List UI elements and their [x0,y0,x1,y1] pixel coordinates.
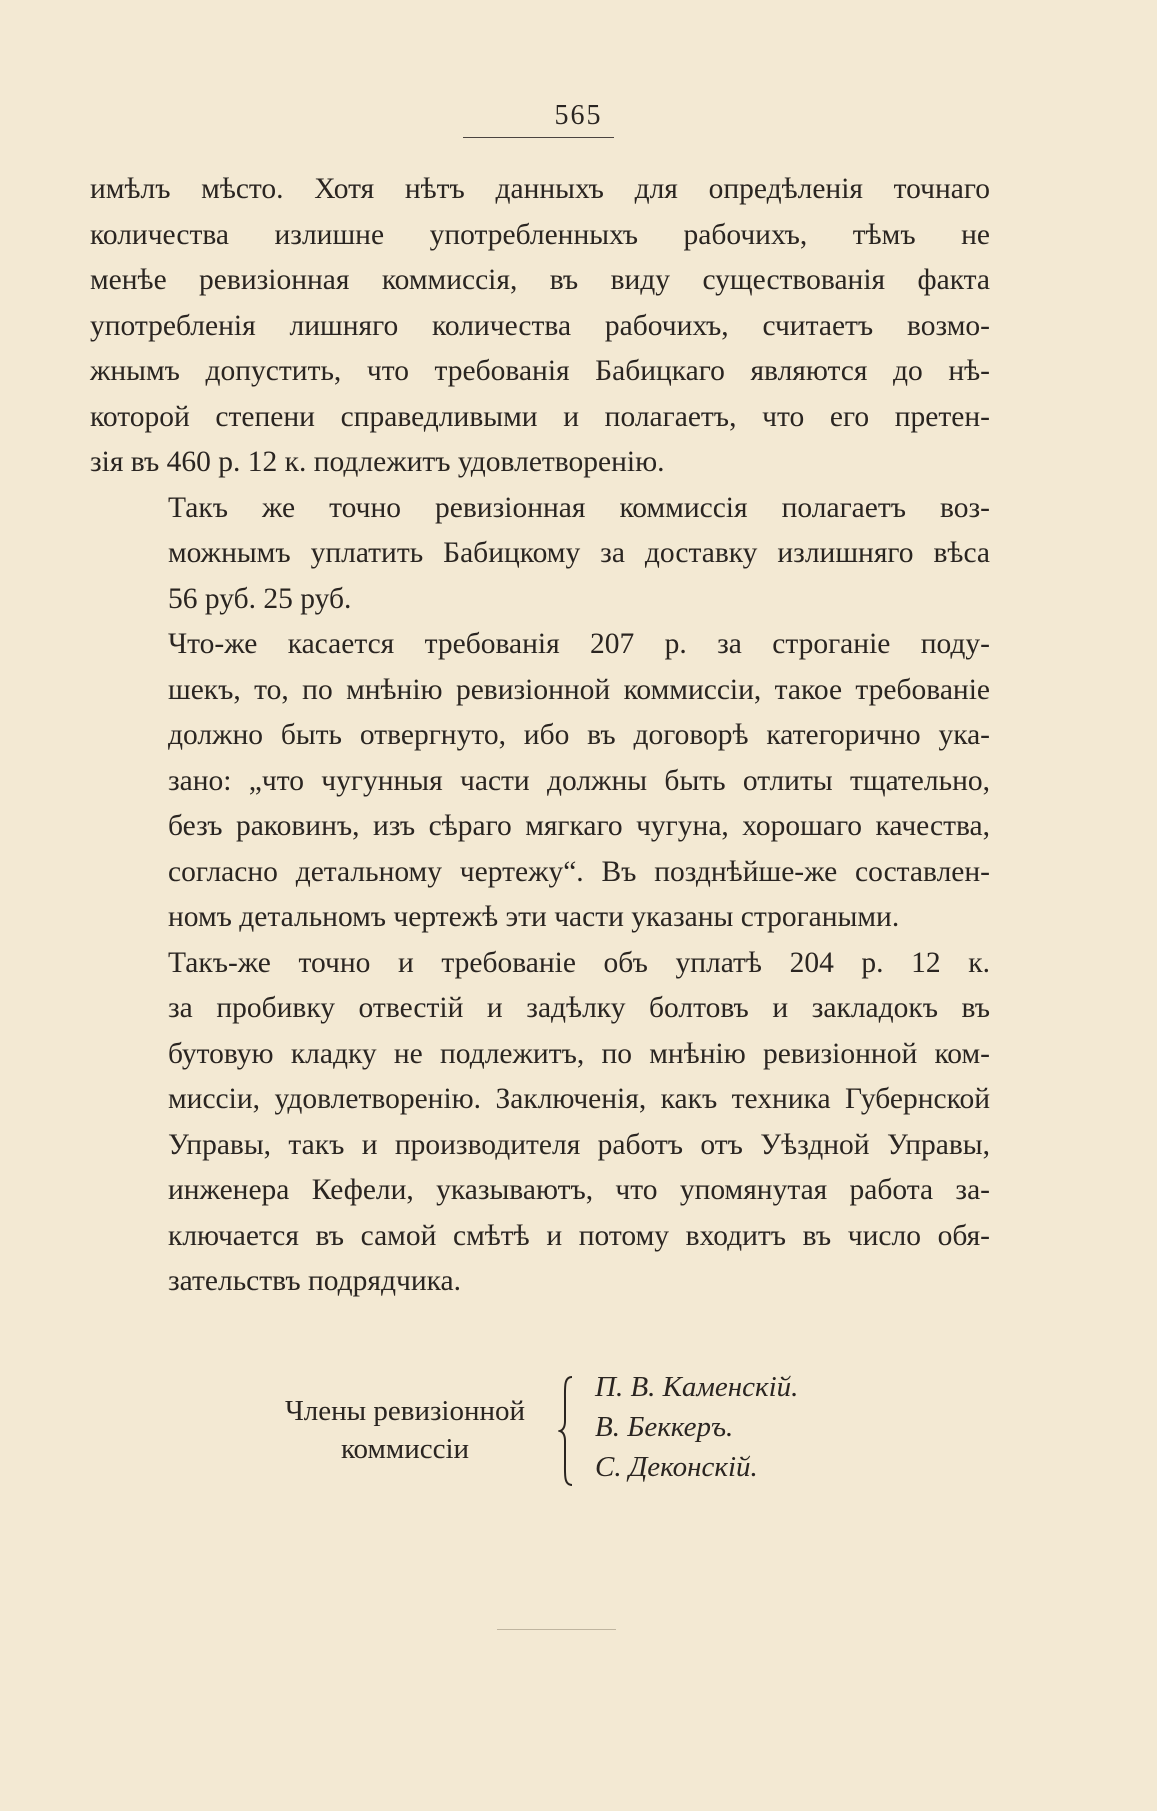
body-text [90,167,990,1305]
text-line: количества излишне употребленныхъ рабочихъ, тѣмъ не [90,218,990,251]
signature-name: В. Беккеръ. [595,1411,734,1443]
page-number-rule [463,137,614,138]
text-line: Что-же касается требованія 207 р. за строганіе поду- [168,628,990,660]
text-line: употребленія лишняго количества рабочихъ, считаетъ возмо- [90,309,990,342]
page-number: 565 [554,100,603,131]
paragraph-2 [90,486,990,623]
signature-name: П. В. Каменскій. [595,1371,799,1403]
signature-block [255,1367,955,1487]
text-line: должно быть отвергнуто, ибо въ договорѣ категорично ука- [168,719,990,751]
text-line: безъ раковинъ, изъ сѣраго мягкаго чугуна, хорошаго качества, [168,810,990,842]
text-line: зія въ 460 р. 12 к. подлежитъ удовлетворенію. [90,446,665,478]
text-line: ключается въ самой смѣтѣ и потому входитъ въ число обя- [168,1219,990,1252]
curly-brace-icon [558,1375,576,1487]
text-line: Управы, такъ и производителя работъ отъ Уѣздной Управы, [168,1128,990,1161]
text-line: имѣлъ мѣсто. Хотя нѣтъ данныхъ для опредѣленія точнаго [90,173,990,205]
footer-rule [497,1629,616,1630]
paragraph-4 [90,941,990,1305]
signature-names [595,1367,798,1487]
text-line: согласно детальному чертежу“. Въ позднѣйше-же составлен- [168,855,990,888]
text-line: инженера Кефели, указываютъ, что упомянутая работа за- [168,1174,990,1206]
signature-label-line: Члены ревизіонной [284,1395,526,1427]
paragraph-1 [90,167,990,486]
text-line: зано: „что чугунныя части должны быть отлиты тщательно, [168,764,990,797]
signature-label-line: коммиссіи [340,1433,470,1465]
text-line: зательствъ подрядчика. [168,1265,461,1297]
text-line: Такъ же точно ревизіонная коммиссія полагаетъ воз- [168,491,990,524]
text-line: номъ детальномъ чертежѣ эти части указаны строгаными. [168,901,900,933]
text-line: менѣе ревизіонная коммиссія, въ виду существованія факта [90,264,990,296]
text-line: которой степени справедливыми и полагаетъ, что его претен- [90,400,990,433]
paragraph-3 [90,622,990,941]
text-line: миссіи, удовлетворенію. Заключенія, какъ техника Губернской [168,1083,990,1115]
signature-label [255,1392,555,1468]
signature-name: С. Деконскій. [595,1451,758,1483]
text-line: жнымъ допустить, что требованія Бабицкаго являются до нѣ- [90,355,990,387]
text-line: можнымъ уплатить Бабицкому за доставку излишняго вѣса [168,537,990,569]
text-line: Такъ-же точно и требованіе объ уплатѣ 204 р. 12 к. [168,946,990,979]
text-line: шекъ, то, по мнѣнію ревизіонной коммиссіи, такое требованіе [168,673,990,706]
text-line: за пробивку отвестій и задѣлку болтовъ и закладокъ въ [168,992,990,1024]
text-line: бутовую кладку не подлежитъ, по мнѣнію ревизіонной ком- [168,1037,990,1070]
text-line: 56 руб. 25 руб. [168,582,352,615]
